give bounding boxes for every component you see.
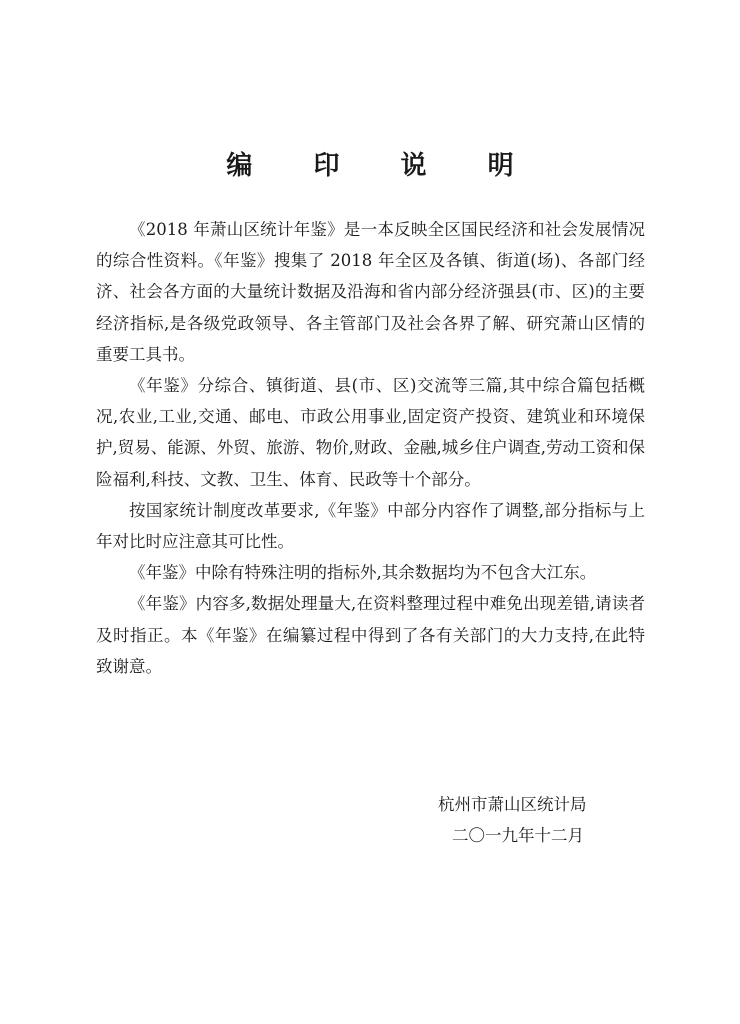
paragraph-intro: 《2018 年萧山区统计年鉴》是一本反映全区国民经济和社会发展情况的综合性资料。《年鉴》搜集了 2018 年全区及各镇、街道(场)、各部门经济、社会各方面的大量统计数据及沿海和省内部分经济强县(市、区)的主要经济指标,是各级党政领导、各主管部门及社会各界了解、研究萧山区情的重要工具书。 (96, 220, 645, 364)
signature-date: 二〇一九年十二月 (452, 826, 584, 845)
paragraph-scope: 《年鉴》中除有特殊注明的指标外,其余数据均为不包含大江东。 (129, 563, 597, 583)
paragraph-adjustment: 按国家统计制度改革要求,《年鉴》中部分内容作了调整,部分指标与上年对比时应注意其可比性。 (96, 500, 645, 552)
page-title: 编 印 说 明 (226, 151, 540, 181)
body-text (96, 214, 645, 682)
signature-organization: 杭州市萧山区统计局 (438, 795, 587, 814)
paragraph-structure: 《年鉴》分综合、镇街道、县(市、区)交流等三篇,其中综合篇包括概况,农业,工业,交通、邮电、市政公用事业,固定资产投资、建筑业和环境保护,贸易、能源、外贸、旅游、物价,财政、金融,城乡住户调查,劳动工资和保险福利,科技、文教、卫生、体育、民政等十个部分。 (96, 376, 645, 489)
paragraph-acknowledgement: 《年鉴》内容多,数据处理量大,在资料整理过程中难免出现差错,请读者及时指正。本《年鉴》在编纂过程中得到了各有关部门的大力支持,在此特致谢意。 (96, 594, 645, 676)
signature-block (380, 789, 660, 851)
